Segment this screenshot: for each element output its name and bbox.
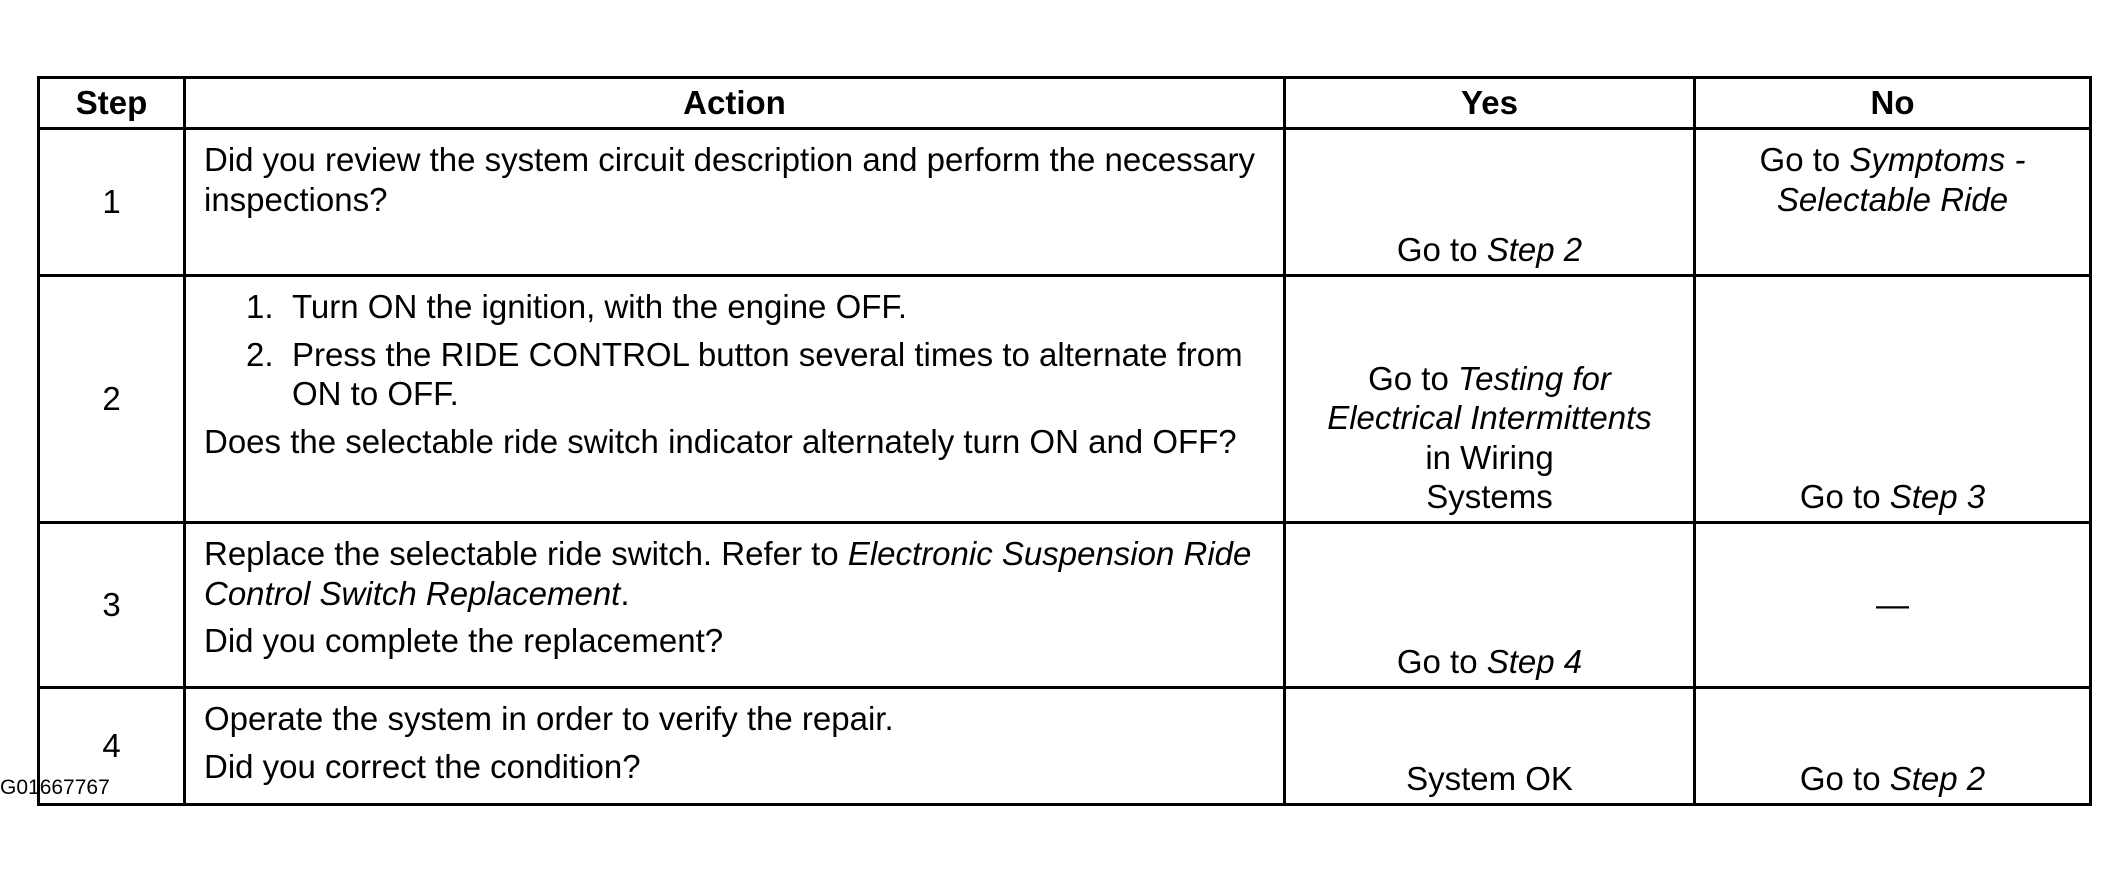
yes-prefix: Go to — [1396, 231, 1487, 269]
yes-prefix: Go to — [1396, 643, 1487, 681]
header-yes: Yes — [1285, 78, 1695, 129]
instruction-text: Replace the selectable ride switch. Refer to — [204, 535, 848, 572]
header-action: Action — [185, 78, 1285, 129]
no-ref-link-line2[interactable]: Selectable Ride — [1776, 180, 2009, 218]
no-cell — [1695, 523, 2091, 688]
action-cell — [185, 276, 1285, 523]
item-number: 2. — [246, 335, 274, 373]
no-prefix: Go to — [1759, 141, 1850, 178]
yes-cell — [1285, 523, 1695, 688]
yes-prefix: Go to — [1368, 359, 1458, 397]
action-cell — [185, 129, 1285, 276]
no-dash: — — [1876, 586, 1909, 624]
item-number: 1. — [246, 288, 274, 325]
action-cell — [185, 523, 1285, 688]
yes-ref-link[interactable]: Testing for — [1458, 359, 1611, 397]
table-row — [39, 129, 2091, 276]
action-instruction — [204, 534, 1265, 613]
yes-step-link[interactable]: Step 2 — [1486, 231, 1583, 269]
step-number: 2 — [39, 276, 185, 523]
action-question: Did you review the system circuit description and perform the necessary inspections? — [204, 141, 1255, 218]
action-instruction: Operate the system in order to verify the repair. — [204, 700, 894, 737]
action-question: Does the selectable ride switch indicator alternately turn ON and OFF? — [204, 422, 1237, 460]
action-question: Did you correct the condition? — [204, 747, 641, 785]
yes-cell: System OK — [1285, 688, 1695, 805]
no-cell — [1695, 129, 2091, 276]
yes-ref-line4: Systems — [1426, 478, 1553, 516]
yes-ref-link-line2[interactable]: Electrical Intermittents — [1327, 399, 1652, 437]
item-text: Turn ON the ignition, with the engine OFF. — [292, 288, 908, 325]
instruction-end: . — [620, 574, 630, 612]
no-step-link[interactable]: Step 3 — [1889, 478, 1986, 516]
numbered-item — [246, 287, 1265, 327]
yes-cell — [1285, 276, 1695, 523]
procedure-ref-link[interactable]: Electronic Suspension Ride Control Switch Replacement — [204, 535, 1252, 612]
step-number: 1 — [39, 129, 185, 276]
yes-step-link[interactable]: Step 4 — [1486, 643, 1583, 681]
no-cell — [1695, 688, 2091, 805]
action-question: Did you complete the replacement? — [204, 622, 724, 660]
item-text: Press the RIDE CONTROL button several times to alternate from ON to OFF. — [292, 335, 1243, 413]
header-row — [39, 78, 2091, 129]
step-number: 3 — [39, 523, 185, 688]
no-ref-link[interactable]: Symptoms - — [1849, 141, 2026, 178]
no-prefix: Go to — [1799, 760, 1890, 798]
action-cell — [185, 688, 1285, 805]
yes-ref-line3: in Wiring — [1425, 438, 1554, 476]
numbered-item — [246, 335, 1265, 414]
table-row — [39, 688, 2091, 805]
header-step: Step — [39, 78, 185, 129]
header-no: No — [1695, 78, 2091, 129]
no-cell — [1695, 276, 2091, 523]
step-number: 4 — [39, 688, 185, 805]
table-row — [39, 276, 2091, 523]
no-prefix: Go to — [1799, 478, 1890, 516]
figure-id: G01667767 — [0, 776, 110, 799]
table-row — [39, 523, 2091, 688]
diagnostic-table — [37, 76, 2092, 806]
yes-cell — [1285, 129, 1695, 276]
no-step-link[interactable]: Step 2 — [1889, 760, 1986, 798]
